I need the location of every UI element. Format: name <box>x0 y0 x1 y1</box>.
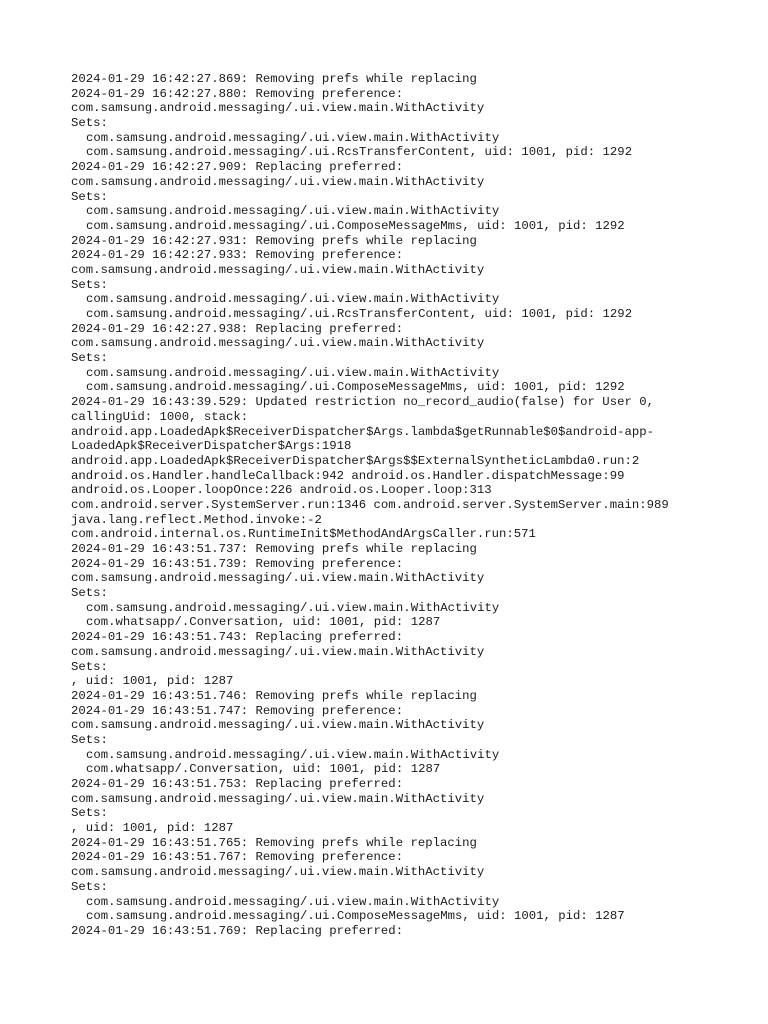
log-line: com.samsung.android.messaging/.ui.view.main.WithActivity <box>71 101 485 116</box>
log-line: android.os.Handler.handleCallback:942 android.os.Handler.dispatchMessage:99 <box>71 468 625 483</box>
log-line: com.android.server.SystemServer.run:1346 com.android.server.SystemServer.main:989 <box>71 497 669 512</box>
log-line: android.os.Looper.loopOnce:226 android.os.Looper.loop:313 <box>71 483 492 498</box>
log-line: com.android.internal.os.RuntimeInit$MethodAndArgsCaller.run:571 <box>71 527 536 542</box>
log-line: Sets: <box>71 277 108 292</box>
log-line: com.samsung.android.messaging/.ui.view.main.WithActivity <box>71 336 485 351</box>
log-line: LoadedApk$ReceiverDispatcher$Args:1918 <box>71 439 352 454</box>
log-line: 2024-01-29 16:43:51.739: Removing preference: <box>71 556 404 571</box>
log-line: Sets: <box>71 806 108 821</box>
log-line: com.samsung.android.messaging/.ui.view.main.WithActivity <box>86 204 500 219</box>
log-line: , uid: 1001, pid: 1287 <box>71 821 234 836</box>
log-line: com.samsung.android.messaging/.ui.view.main.WithActivity <box>86 292 500 307</box>
log-line: , uid: 1001, pid: 1287 <box>71 674 234 689</box>
log-line: com.samsung.android.messaging/.ui.RcsTransferContent, uid: 1001, pid: 1292 <box>86 145 633 160</box>
log-line: com.whatsapp/.Conversation, uid: 1001, pid: 1287 <box>86 615 441 630</box>
log-line: Sets: <box>71 732 108 747</box>
log-line: com.samsung.android.messaging/.ui.view.main.WithActivity <box>86 365 500 380</box>
log-line: 2024-01-29 16:43:51.767: Removing preference: <box>71 850 404 865</box>
log-line: com.samsung.android.messaging/.ui.view.main.WithActivity <box>71 262 485 277</box>
log-line: com.samsung.android.messaging/.ui.view.main.WithActivity <box>86 600 500 615</box>
log-line: Sets: <box>71 189 108 204</box>
log-line: 2024-01-29 16:43:51.743: Replacing preferred: <box>71 630 404 645</box>
log-line: com.samsung.android.messaging/.ui.RcsTransferContent, uid: 1001, pid: 1292 <box>86 307 633 321</box>
log-line: 2024-01-29 16:43:51.753: Replacing preferred: <box>71 777 404 791</box>
log-line: 2024-01-29 16:43:51.746: Removing prefs while replacing <box>71 688 477 703</box>
log-line: 2024-01-29 16:43:39.529: Updated restriction no_record_audio(false) for User 0, <box>71 395 654 410</box>
log-line: Sets: <box>71 879 108 894</box>
log-line: 2024-01-29 16:43:51.747: Removing preference: <box>71 703 404 718</box>
log-document <box>71 72 751 939</box>
log-line: com.samsung.android.messaging/.ui.view.main.WithActivity <box>86 130 500 145</box>
log-line: callingUid: 1000, stack: <box>71 409 249 424</box>
log-line: Sets: <box>71 116 108 131</box>
log-line: 2024-01-29 16:42:27.909: Replacing preferred: <box>71 160 404 175</box>
log-line: com.samsung.android.messaging/.ui.view.main.WithActivity <box>71 174 485 189</box>
log-line: 2024-01-29 16:42:27.938: Replacing preferred: <box>71 321 404 336</box>
log-line: 2024-01-29 16:43:51.765: Removing prefs while replacing <box>71 835 477 850</box>
log-line: com.samsung.android.messaging/.ui.view.main.WithActivity <box>71 865 485 880</box>
log-line: com.samsung.android.messaging/.ui.ComposeMessageMms, uid: 1001, pid: 1292 <box>86 380 625 395</box>
log-line: com.samsung.android.messaging/.ui.ComposeMessageMms, uid: 1001, pid: 1292 <box>86 218 625 233</box>
log-line: com.samsung.android.messaging/.ui.view.main.WithActivity <box>86 747 500 762</box>
log-line: com.samsung.android.messaging/.ui.view.main.WithActivity <box>71 791 485 806</box>
log-line: android.app.LoadedApk$ReceiverDispatcher$Args.lambda$getRunnable$0$android-app- <box>71 424 654 439</box>
log-line: android.app.LoadedApk$ReceiverDispatcher$Args$$ExternalSyntheticLambda0.run:2 <box>71 453 640 468</box>
log-line: com.samsung.android.messaging/.ui.view.main.WithActivity <box>71 571 485 586</box>
log-line: 2024-01-29 16:43:51.769: Replacing preferred: <box>71 923 404 938</box>
log-line: 2024-01-29 16:42:27.933: Removing preference: <box>71 248 404 263</box>
log-line: Sets: <box>71 586 108 601</box>
log-line: java.lang.reflect.Method.invoke:-2 <box>71 512 322 527</box>
log-line: com.samsung.android.messaging/.ui.view.main.WithActivity <box>86 894 500 909</box>
log-line: 2024-01-29 16:42:27.931: Removing prefs while replacing <box>71 233 477 248</box>
log-line: 2024-01-29 16:42:27.869: Removing prefs while replacing <box>71 72 477 86</box>
log-line: com.samsung.android.messaging/.ui.view.main.WithActivity <box>71 644 485 659</box>
log-line: 2024-01-29 16:42:27.880: Removing preference: <box>71 86 404 101</box>
log-line: com.whatsapp/.Conversation, uid: 1001, pid: 1287 <box>86 762 441 777</box>
log-line: Sets: <box>71 659 108 674</box>
log-line: com.samsung.android.messaging/.ui.ComposeMessageMms, uid: 1001, pid: 1287 <box>86 909 625 924</box>
log-line: 2024-01-29 16:43:51.737: Removing prefs while replacing <box>71 542 477 556</box>
log-line: Sets: <box>71 351 108 366</box>
log-line: com.samsung.android.messaging/.ui.view.main.WithActivity <box>71 718 485 733</box>
